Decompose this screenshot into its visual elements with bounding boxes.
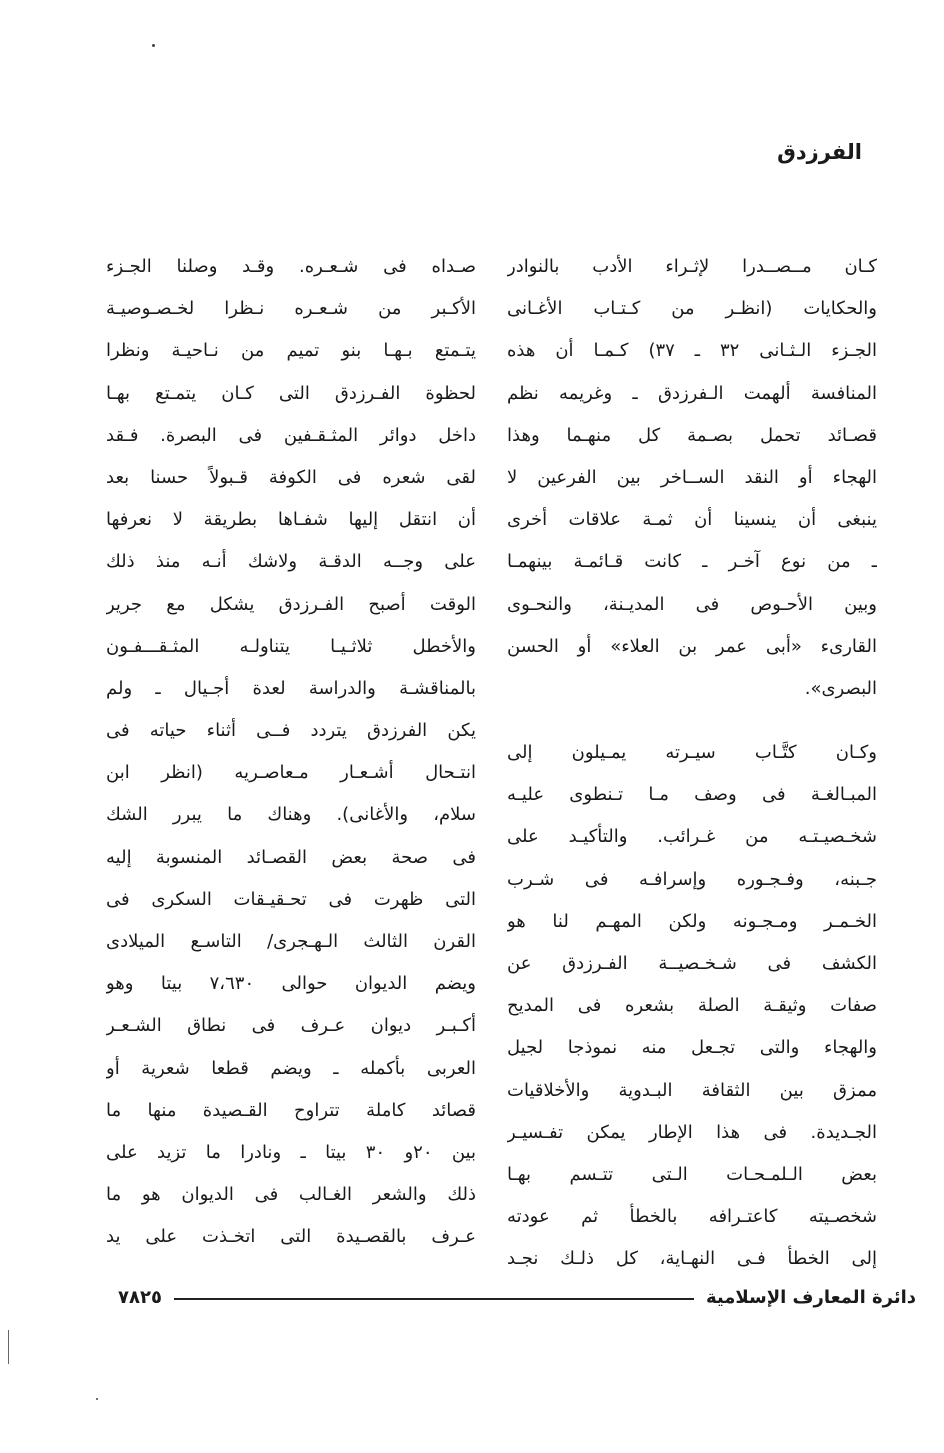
text-line: سلام، والأغانى). وهناك ما يبرر الشك — [106, 804, 476, 826]
text-line: الجـزء الـثـانى ٣٢ ـ ٣٧) كـمـا أن هذه — [507, 340, 877, 362]
text-line: ذلك والشعر الغـالب فى الديوان هو ما — [106, 1184, 476, 1206]
text-line: جـبنه، وفـجـوره وإسرافـه فى شـرب — [507, 868, 877, 890]
text-line: الخـمـر ومـجـونه ولكن المهـم لنا هو — [507, 910, 877, 932]
right-column — [507, 246, 877, 1281]
scan-speck — [152, 44, 155, 47]
text-line: صفات وثيقـة الصلة بشعره فى المديح — [507, 995, 877, 1017]
text-line: البصرى». — [804, 677, 877, 699]
text-line: العربى بأكمله ـ ويضم قطعا شعرية أو — [106, 1057, 476, 1079]
text-line: قصـائد تحمل بصـمة كل منهـما وهذا — [507, 424, 877, 446]
text-line: على وجــه الدقـة ولاشك أنـه منذ ذلك — [106, 551, 476, 573]
text-line: عـرف بالقصـيدة التى اتخـذت على يد — [106, 1226, 476, 1248]
text-line: ويضم الديوان حوالى ٧،٦٣٠ بيتا وهو — [106, 973, 476, 995]
scan-speck — [96, 1398, 98, 1400]
paragraph-gap — [507, 710, 877, 732]
text-line: التى ظهرت فى تحـقيـقات السكرى فى — [106, 888, 476, 910]
text-line: كـان مــصــدرا لإثـراء الأدب بالنوادر — [507, 256, 877, 277]
text-line: الوقت أصبح الفـرزدق يشكل مع جرير — [106, 593, 476, 615]
text-line: وكـان كتَّـاب سيـرته يمـيلون إلى — [507, 742, 877, 764]
text-line: شخـصيـتـه من غـرائب. والتأكيـد على — [507, 826, 877, 848]
text-line: انتـحال أشـعـار مـعاصـريه (انظر ابن — [106, 762, 476, 784]
text-line: ينبغى أن ينسينا أن ثمـة علاقات أخرى — [507, 509, 877, 531]
text-line: بين ٢٠و ٣٠ بيتا ـ ونادرا ما تزيد على — [106, 1141, 476, 1163]
text-line: أكـبـر ديوان عـرف فى نطاق الشـعـر — [106, 1015, 476, 1037]
text-line: شخصـيته كاعتـرافه بالخطأ ثم عودته — [507, 1206, 877, 1228]
text-line: داخل دوائر المثـقـفين فى البصرة. فـقد — [106, 424, 476, 446]
text-line: والأخطل ثلاثـيـا يتناولـه المثـقـــفـون — [106, 635, 476, 657]
text-line: والحكايات (انظـر من كـتـاب الأغـانى — [507, 298, 877, 320]
page-footer — [118, 1282, 916, 1312]
text-line: المنافسة ألهمت الـفرزدق ـ وغريمه نظم — [507, 382, 877, 404]
text-line: بالمناقشـة والدراسة لعدة أجـيال ـ ولم — [106, 677, 476, 699]
text-line: إلى الخطأ فـى النهـاية، كل ذلـك نجـد — [507, 1248, 877, 1270]
text-line: صـداه فى شـعـره. وقـد وصلنا الجـزء — [106, 256, 476, 277]
text-line: القارىء «أبى عمر بن العلاء» أو الحسن — [507, 635, 877, 657]
footer-rule — [174, 1298, 694, 1300]
text-line: لقى شعره فى الكوفة قـبولاً حسنا بعد — [106, 466, 476, 488]
text-line: قصائد كاملة تتراوح القـصيدة منها ما — [106, 1099, 476, 1121]
text-line: الجـديدة. فى هذا الإطار يمكن تفـسيـر — [507, 1121, 877, 1143]
text-line: فى صحة بعض القصـائد المنسوبة إليه — [106, 846, 476, 868]
footer-journal-title: دائرة المعارف الإسلامية — [705, 1286, 916, 1308]
text-line: الأكـبر من شـعـره نـظرا لخـصـوصيـة — [106, 298, 476, 320]
text-line: وبين الأحـوص فى المديـنة، والنحـوى — [507, 593, 877, 615]
text-line: ممزق بين الثقافة البـدوية والأخلاقيات — [507, 1079, 877, 1101]
scan-edge-mark — [8, 1330, 9, 1364]
text-line: ـ من نوع آخـر ـ كانت قـائمـة بينهمـا — [507, 551, 877, 573]
text-line: المبـالغـة فى وصف مـا تـنطوى عليـه — [507, 784, 877, 806]
page-number: ٧٨٢٥ — [118, 1286, 162, 1308]
page-title: الفرزدق — [777, 140, 862, 164]
text-line: والهجاء والتى تجـعل منه نموذجا لجيل — [507, 1037, 877, 1059]
text-line: يتـمتع بـهـا بنو تميم من نـاحيـة ونظرا — [106, 340, 476, 362]
text-line: بعض الـلمـحـات الـتى تتـسم بهـا — [507, 1163, 877, 1185]
text-line: الكشف فى شـخـصيــة الفـرزدق عن — [507, 953, 877, 974]
text-line: أن انتقل إليها شفـاها بطريقة لا نعرفها — [106, 509, 476, 531]
left-column — [106, 246, 476, 1259]
text-line: يكن الفرزدق يتردد فــى أثناء حياته فى — [106, 720, 476, 742]
text-line: لحظوة الفـرزدق التى كـان يتمـتع بهـا — [106, 382, 476, 404]
text-line: القرن الثالث الـهـجرى/ التاسـع الميلادى — [106, 931, 476, 952]
text-line: الهجاء أو النقد الســاخر بين الفرعين لا — [507, 466, 877, 488]
